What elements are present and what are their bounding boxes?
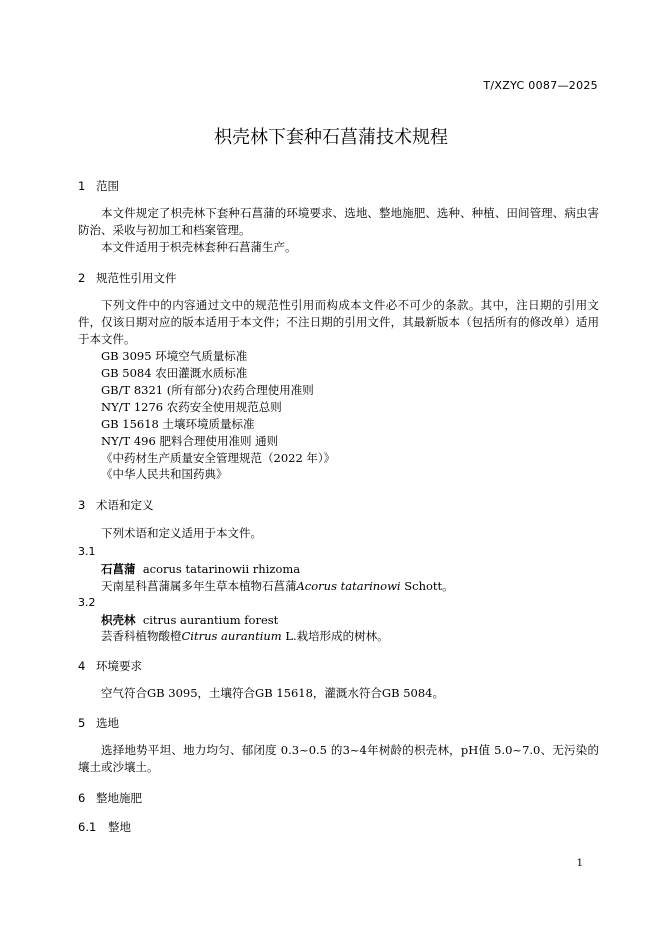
section-number: 4 — [78, 659, 86, 673]
term-number: 3.2 — [78, 596, 96, 609]
subsection-title: 整地 — [108, 820, 131, 834]
section-title: 规范性引用文件 — [96, 271, 177, 285]
section-5-heading — [78, 715, 119, 731]
section-1-heading — [78, 178, 119, 194]
term-definition: 天南星科菖蒲属多年生草本植物石菖蒲Acorus tatarinowi Schott。 — [101, 579, 454, 593]
reference-item: NY/T 496 肥料合理使用准则 通则 — [101, 434, 279, 448]
section-number: 5 — [78, 716, 86, 730]
reference-item: 《中华人民共和国药典》 — [101, 467, 228, 481]
section-number: 3 — [78, 498, 86, 512]
reference-item: 《中药材生产质量安全管理规范（2022 年）》 — [101, 451, 336, 465]
section-6-heading — [78, 790, 142, 806]
term-chinese: 石菖蒲 — [101, 562, 136, 576]
section-4-heading — [78, 658, 142, 674]
section-number: 2 — [78, 271, 86, 285]
latin-name: Citrus aurantium — [181, 629, 282, 643]
section-5-paragraph-1: 选择地势平坦、地力均匀、郁闭度 0.3~0.5 的3~4年树龄的枳壳林，pH值 5.0~7.0、无污染的壤土或沙壤土。 — [78, 743, 599, 774]
page-number: 1 — [576, 858, 583, 869]
subsection-6-1-heading — [78, 819, 131, 835]
section-4-paragraph-1: 空气符合GB 3095，土壤符合GB 15618，灌溉水符合GB 5084。 — [101, 686, 444, 700]
reference-item: GB 3095 环境空气质量标准 — [101, 349, 248, 363]
document-title: 枳壳林下套种石菖蒲技术规程 — [214, 127, 448, 148]
reference-item: NY/T 1276 农药安全使用规范总则 — [101, 400, 282, 414]
term-english: acorus tatarinowii rhizoma — [142, 562, 301, 576]
section-title: 术语和定义 — [96, 498, 154, 512]
standard-code: T/XZYC 0087—2025 — [483, 79, 598, 92]
section-1-paragraph-2: 本文件适用于枳壳林套种石菖蒲生产。 — [101, 240, 297, 254]
term-number: 3.1 — [78, 545, 96, 558]
section-title: 范围 — [96, 179, 119, 193]
section-number: 1 — [78, 179, 86, 193]
section-title: 整地施肥 — [96, 791, 142, 805]
section-number: 6 — [78, 791, 86, 805]
reference-item: GB/T 8321 (所有部分)农药合理使用准则 — [101, 383, 314, 397]
latin-name: Acorus tatarinowi — [296, 579, 401, 593]
term-english: citrus aurantium forest — [142, 613, 279, 627]
section-3-heading — [78, 497, 154, 513]
term-chinese: 枳壳林 — [101, 613, 136, 627]
term-entry — [101, 561, 300, 577]
section-2-paragraph-1: 下列文件中的内容通过文中的规范性引用而构成本文件必不可少的条款。其中，注日期的引用文件，仅该日期对应的版本适用于本文件；不注日期的引用文件，其最新版本（包括所有的修改单）适用于本文件。 — [78, 298, 599, 346]
reference-item: GB 5084 农田灌溉水质标准 — [101, 366, 248, 380]
subsection-number: 6.1 — [78, 820, 97, 834]
term-definition: 芸香科植物酸橙Citrus aurantium L.栽培形成的树林。 — [101, 629, 389, 643]
section-title: 环境要求 — [96, 659, 142, 673]
reference-item: GB 15618 土壤环境质量标准 — [101, 417, 255, 431]
section-title: 选地 — [96, 716, 119, 730]
section-2-heading — [78, 270, 177, 286]
section-1-paragraph-1: 本文件规定了枳壳林下套种石菖蒲的环境要求、选地、整地施肥、选种、种植、田间管理、病虫害防治、采收与初加工和档案管理。 — [78, 206, 599, 237]
term-entry — [101, 612, 278, 628]
section-3-paragraph-1: 下列术语和定义适用于本文件。 — [101, 526, 262, 540]
